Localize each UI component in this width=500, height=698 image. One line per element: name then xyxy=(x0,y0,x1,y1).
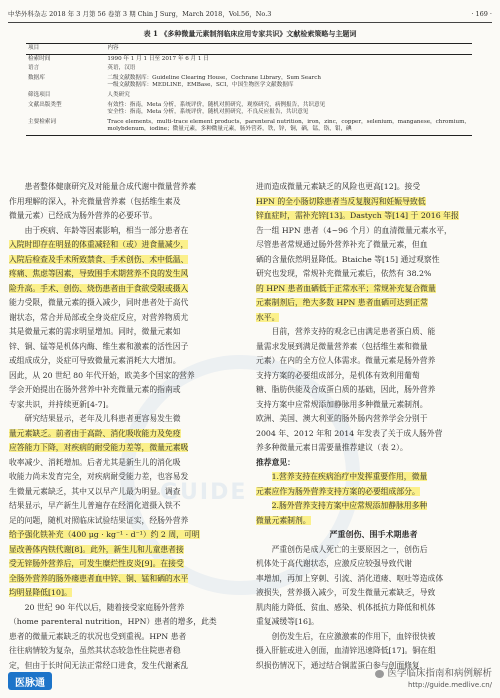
text-line xyxy=(9,253,244,268)
line-text: 定，但由于长时间无法正常经口进食，发生代谢紊乱 xyxy=(9,660,189,670)
line-text: 织损伤情况下，通过结合铜蓝蛋白参与创面修复， xyxy=(256,660,428,670)
medlive-logo xyxy=(8,671,52,691)
cell-line: 文献出版类型 xyxy=(28,101,62,108)
text-line xyxy=(256,485,491,500)
text-line xyxy=(256,224,491,239)
line-text: 患者整体健康研究及对能量合成代谢中微量营养素 xyxy=(24,182,197,191)
text-line xyxy=(256,267,491,282)
line-text: 研究结果显示，老年及儿科患者更容易发生微 xyxy=(24,414,181,423)
table-cell-content xyxy=(105,54,472,64)
line-text: 量需求发展到满足微量营养素（包括维生素和微量 xyxy=(256,341,428,351)
cell-line: 语言 xyxy=(28,65,40,72)
text-line xyxy=(9,557,244,572)
line-text: 往往病情较为复杂，虽然其状态较急性住院患者稳 xyxy=(9,646,181,655)
text-line xyxy=(256,630,491,645)
line-text: 锌、铜、锰等是机体内酶、维生素和激素的活性因子 xyxy=(9,341,189,351)
highlighted-text: 入院后检查及手术所致禁食、手术创伤、术中低温、 xyxy=(9,254,189,264)
highlighted-text: 给予强化铁补充（400 μg · kg⁻¹ · d⁻¹）约 2 周，可明 xyxy=(9,530,200,539)
text-line xyxy=(256,441,491,456)
text-line xyxy=(9,644,244,659)
running-header xyxy=(8,6,492,23)
line-text: 重复减缓等[16]。 xyxy=(256,617,319,626)
line-text: 硒的含量依然明显降低。Btaiche 等[15] 通过观察性 xyxy=(256,254,440,264)
highlighted-text: 元素制剂后，绝大多数 HPN 患者血硒可达到正常 xyxy=(256,298,428,307)
text-line xyxy=(9,369,244,384)
line-text: 足的问题，随机对照临床试验结果证实，经肠外营养 xyxy=(9,515,189,525)
line-text: 欧洲、美国、澳大利亚的肠外肠内营养学会分别于 xyxy=(256,414,428,423)
table-cell-item xyxy=(26,54,105,64)
table-cell-item xyxy=(26,74,105,91)
footer-brand xyxy=(375,668,492,690)
line-text: 率增加，再加上穿刺、引流、消化道瘘、呕吐等造成体 xyxy=(256,573,444,583)
text-line xyxy=(256,557,491,572)
table-caption: 表 1 《多种微量元素制剂临床应用专家共识》文献检索策略与主题词 xyxy=(143,29,357,38)
line-text: 谢状态，常合并局部或全身炎症反应，对营养物质尤 xyxy=(9,312,189,322)
right-column xyxy=(256,180,491,673)
table-row xyxy=(26,101,472,118)
text-line xyxy=(256,586,491,601)
highlighted-text: 微量元素制剂。 xyxy=(256,515,311,525)
table-cell-item xyxy=(26,101,105,118)
text-line xyxy=(256,238,491,253)
logo-text: 医脉通 xyxy=(8,672,52,690)
cell-line: 筛选项目 xyxy=(28,91,51,98)
cell-line: 检索时间 xyxy=(28,55,51,62)
paragraph xyxy=(9,224,244,413)
table-header-item: 项目 xyxy=(26,44,105,55)
line-text: 收率减少、消耗增加。后者尤其是新生儿的消化吸 xyxy=(9,457,181,467)
watermark-text: GUIDE xyxy=(160,480,248,505)
highlighted-text: 2.肠外营养支持方案中应常规添加静脉用多种 xyxy=(271,501,428,510)
text-line xyxy=(9,398,244,413)
text-line xyxy=(9,427,244,442)
text-line xyxy=(256,412,491,427)
table-cell-item xyxy=(26,91,105,101)
text-line xyxy=(256,601,491,616)
line-text: 微量元素）已经成为肠外营养的必要环节。 xyxy=(9,211,158,220)
highlighted-text: 水平。 xyxy=(256,312,280,322)
line-text: 生微量元素缺乏，其中又以早产儿最为明显。调查 xyxy=(9,486,181,496)
highlighted-text: 受无锌肠外营养后，可发生糜烂性皮炎[9]。在接受 xyxy=(9,559,184,568)
table-row xyxy=(26,64,472,74)
table-row xyxy=(26,74,472,91)
cell-line: 一级文献数据库：MEDLINE，EMBase，SCI，中国生物医学文献数据库 xyxy=(107,82,294,89)
text-line xyxy=(256,253,491,268)
paragraph xyxy=(256,543,491,630)
text-line xyxy=(9,267,244,282)
text-line xyxy=(256,195,491,210)
text-line xyxy=(256,514,491,529)
text-line xyxy=(256,644,491,659)
recommendation-heading: 推荐意见： xyxy=(256,457,295,467)
line-text: 研究也发现，常规补充微量元素后，依然有 38.2% xyxy=(256,269,432,278)
cell-line: 二级文献数据库：Guideline Clearing House，Cochrane Library，Sum Search xyxy=(107,74,321,81)
text-line xyxy=(9,601,244,616)
text-line xyxy=(9,412,244,427)
text-line xyxy=(9,586,244,601)
text-line xyxy=(9,282,244,297)
cell-line: molybdenum，iodine；微量元素，多种微量元素，肠外营养，铁，锌，铜，硒，锰，铬，钼，碘 xyxy=(107,126,352,133)
text-line xyxy=(9,528,244,543)
highlighted-text: 险升高。手术、创伤、烧伤患者由于食欲受限或摄入 xyxy=(9,283,189,293)
text-line xyxy=(256,325,491,340)
text-line xyxy=(9,630,244,645)
line-text: 尽管患者常规通过肠外营养补充了微量元素，但血 xyxy=(256,240,428,249)
paragraph xyxy=(9,601,244,674)
highlighted-text: 元素应作为肠外营养支持方案的必要组成部分。 xyxy=(256,486,420,496)
text-line xyxy=(256,209,491,224)
brand-name: 医学临床指南和病例解析 xyxy=(387,668,492,679)
text-line xyxy=(256,311,491,326)
table-row xyxy=(26,91,472,101)
highlighted-text: 均明显降低[10]。 xyxy=(9,588,72,597)
table-cell-content xyxy=(105,64,472,74)
line-text: 目前，营养支持的观念已由满足患者蛋白质、能 xyxy=(271,327,436,336)
line-text: 支持方案的必要组成部分，是机体有效利用葡萄 xyxy=(256,370,420,380)
line-text: 液损失，营养摄入减少，可发生微量元素缺乏，导致 xyxy=(256,588,436,597)
table-cell-content xyxy=(105,118,472,136)
text-line xyxy=(9,514,244,529)
text-line xyxy=(9,485,244,500)
cell-line: Trace elements，multi-trace element products，parenteral nutrition，iron，zinc，copper，selenium，manganese，chromium， xyxy=(107,118,470,125)
text-line xyxy=(9,572,244,587)
highlighted-text: 的 HPN 患者血硒低于正常水平；常规补充复合微量 xyxy=(256,283,436,293)
line-text: 学会开始提出在肠外营养中补充微量元素的指南或 xyxy=(9,385,181,394)
text-line xyxy=(9,311,244,326)
text-line xyxy=(256,572,491,587)
wechat-icon xyxy=(375,670,384,678)
highlighted-text: 入院时即存在明显的体重减轻和（或）进食量减少， xyxy=(9,240,189,249)
line-text: 摄入肝脏或进入创面，血清锌迅速降低[17]。铜在组 xyxy=(256,646,436,655)
search-strategy-table xyxy=(26,43,472,136)
line-text: 养多种微量元素日需要量推荐建议（表 2）。 xyxy=(256,443,408,452)
line-text: 20 世纪 90 年代以后，随着接受家庭肠外营养 xyxy=(24,602,185,612)
highlighted-text: 疼痛、焦虑等因素，导致围手术期营养不良的发生风 xyxy=(9,269,189,278)
table-cell-item xyxy=(26,64,105,74)
text-line xyxy=(9,238,244,253)
cell-line: 主要检索词 xyxy=(28,118,56,125)
line-text: 或组成成分，炎症可导致微量元素消耗大大增加。 xyxy=(9,356,181,365)
highlighted-text: HPN 的全小肠切除患者当反复腹泻和妊娠导致低 xyxy=(256,196,426,206)
line-text: 专家共识，并持续更新[4-7]。 xyxy=(9,399,114,409)
highlighted-text: 应答能力下降，对疾病的耐受能力差等，微量元素吸 xyxy=(9,443,189,452)
table-cell-content xyxy=(105,91,472,101)
text-line xyxy=(256,383,491,398)
line-text: 由于疾病、年龄等因素影响，相当一部分患者在 xyxy=(24,225,189,235)
text-line xyxy=(9,499,244,514)
journal-citation: 中华外科杂志 2018 年 3 月第 56 卷第 3 期 Chin J Surg，March 2018，Vol.56，No.3 xyxy=(8,10,272,18)
text-line xyxy=(256,180,491,195)
left-column xyxy=(9,180,244,673)
text-line xyxy=(256,354,491,369)
cell-line: 安全性：指南，Meta 分析，系统评价，随机对照研究，不良反应报告，共识意见 xyxy=(107,109,309,116)
table-cell-item xyxy=(26,118,105,136)
highlighted-text: 全肠外营养的肠外瘘患者血中锌、铜、锰和硒的水平 xyxy=(9,573,189,583)
text-line xyxy=(256,398,491,413)
text-line xyxy=(9,383,244,398)
table-header-row xyxy=(26,44,472,55)
table-cell-content xyxy=(105,101,472,118)
line-text: 进而造成微量元素缺乏的风险也更高[12]。接受 xyxy=(256,182,421,191)
text-line xyxy=(9,296,244,311)
paragraph xyxy=(9,180,244,224)
text-line xyxy=(256,282,491,297)
cell-line: 英语，汉语 xyxy=(107,65,136,72)
line-text: 收能力尚未发育完全，对疾病耐受能力差，也容易发 xyxy=(9,472,189,481)
page-number: · 169 · xyxy=(471,10,492,18)
text-line xyxy=(9,470,244,485)
line-text: 其是微量元素的需求明显增加。同时，微量元素如 xyxy=(9,327,181,336)
cell-line: 人类研究 xyxy=(107,91,130,98)
table-header-content: 内容 xyxy=(105,44,472,55)
text-line xyxy=(9,441,244,456)
text-line xyxy=(9,543,244,558)
text-line xyxy=(256,427,491,442)
line-text: 肌肉能力降低、贫血、感染、机体抵抗力降低和机体 xyxy=(256,602,436,612)
line-text: 元素）在内的全方位人体需求。微量元素是肠外营养 xyxy=(256,356,436,365)
section-heading: 严重创伤、围手术期患者 xyxy=(329,530,418,539)
table-row xyxy=(26,54,472,64)
text-line xyxy=(9,195,244,210)
highlighted-text: 锌血症时，需补充锌[13]。Dastych 等[14] 于 2016 年报 xyxy=(256,211,459,220)
line-text: 作用理解的深入，补充微量营养素（包括维生素及 xyxy=(9,196,181,206)
text-line xyxy=(9,180,244,195)
line-text: 糖、脂肪供能及合成蛋白质的基础，因此，肠外营养 xyxy=(256,385,436,394)
line-text: （home parenteral nutrition，HPN）患者的增多，此类 xyxy=(9,617,217,626)
line-text: 机体处于高代谢状态，应激反应较强导致代谢 xyxy=(256,559,412,568)
paragraph xyxy=(256,470,491,528)
text-line xyxy=(256,499,491,514)
table-row xyxy=(26,118,472,136)
paragraph xyxy=(256,325,491,456)
text-line xyxy=(256,543,491,558)
brand-url[interactable]: http://guide.medlive.cn/ xyxy=(407,681,492,689)
text-line xyxy=(256,369,491,384)
text-line xyxy=(9,340,244,355)
line-text: 2004 年、2012 年和 2014 年发表了关于成人肠外营 xyxy=(256,428,443,438)
line-text: 因此，从 20 世纪 80 年代开始，欧美多个国家的营养 xyxy=(9,370,195,380)
text-line xyxy=(9,615,244,630)
text-line xyxy=(9,456,244,471)
highlighted-text: 1.营养支持在疾病治疗中发挥重要作用，微量 xyxy=(271,472,428,481)
text-line xyxy=(9,325,244,340)
text-line xyxy=(256,470,491,485)
cell-line: 1990 年 1 月 1 日至 2017 年 6 月 1 日 xyxy=(107,55,209,62)
paragraph xyxy=(256,630,491,674)
line-text: 告一组 HPN 患者（4~96 个月）的血清微量元素水平， xyxy=(256,225,452,235)
text-line xyxy=(256,296,491,311)
line-text: 能力受限，微量元素的摄入减少，同时患者处于高代 xyxy=(9,298,189,307)
text-line xyxy=(256,615,491,630)
highlighted-text: 量元素缺乏。前者由于高龄、消化吸收能力及免疫 xyxy=(9,428,181,438)
paragraph xyxy=(256,180,491,325)
text-line xyxy=(256,340,491,355)
line-text: 结果显示，早产新生儿普遍存在经消化道摄入铁不 xyxy=(9,501,181,510)
highlighted-text: 显改善体内铁代谢[8]。此外，新生儿和儿童患者接 xyxy=(9,544,184,554)
text-line xyxy=(9,209,244,224)
line-text: 支持方案中应常规添加静脉用多种微量元素制剂。 xyxy=(256,399,428,409)
line-text: 创伤发生后，在应激激素的作用下，血锌很快被 xyxy=(271,631,436,641)
cell-line: 有效性：指南，Meta 分析，系统评价，随机对照研究，观察研究，病例报告，共识意见 xyxy=(107,101,326,108)
paragraph xyxy=(9,412,244,601)
line-text: 严重创伤是成人死亡的主要原因之一，创伤后 xyxy=(271,544,428,554)
text-line xyxy=(9,224,244,239)
text-line xyxy=(9,354,244,369)
line-text: 患者的微量元素缺乏的状况也受到重视。HPN 患者 xyxy=(9,631,187,641)
table-cell-content xyxy=(105,74,472,91)
cell-line: 数据库 xyxy=(28,74,45,81)
